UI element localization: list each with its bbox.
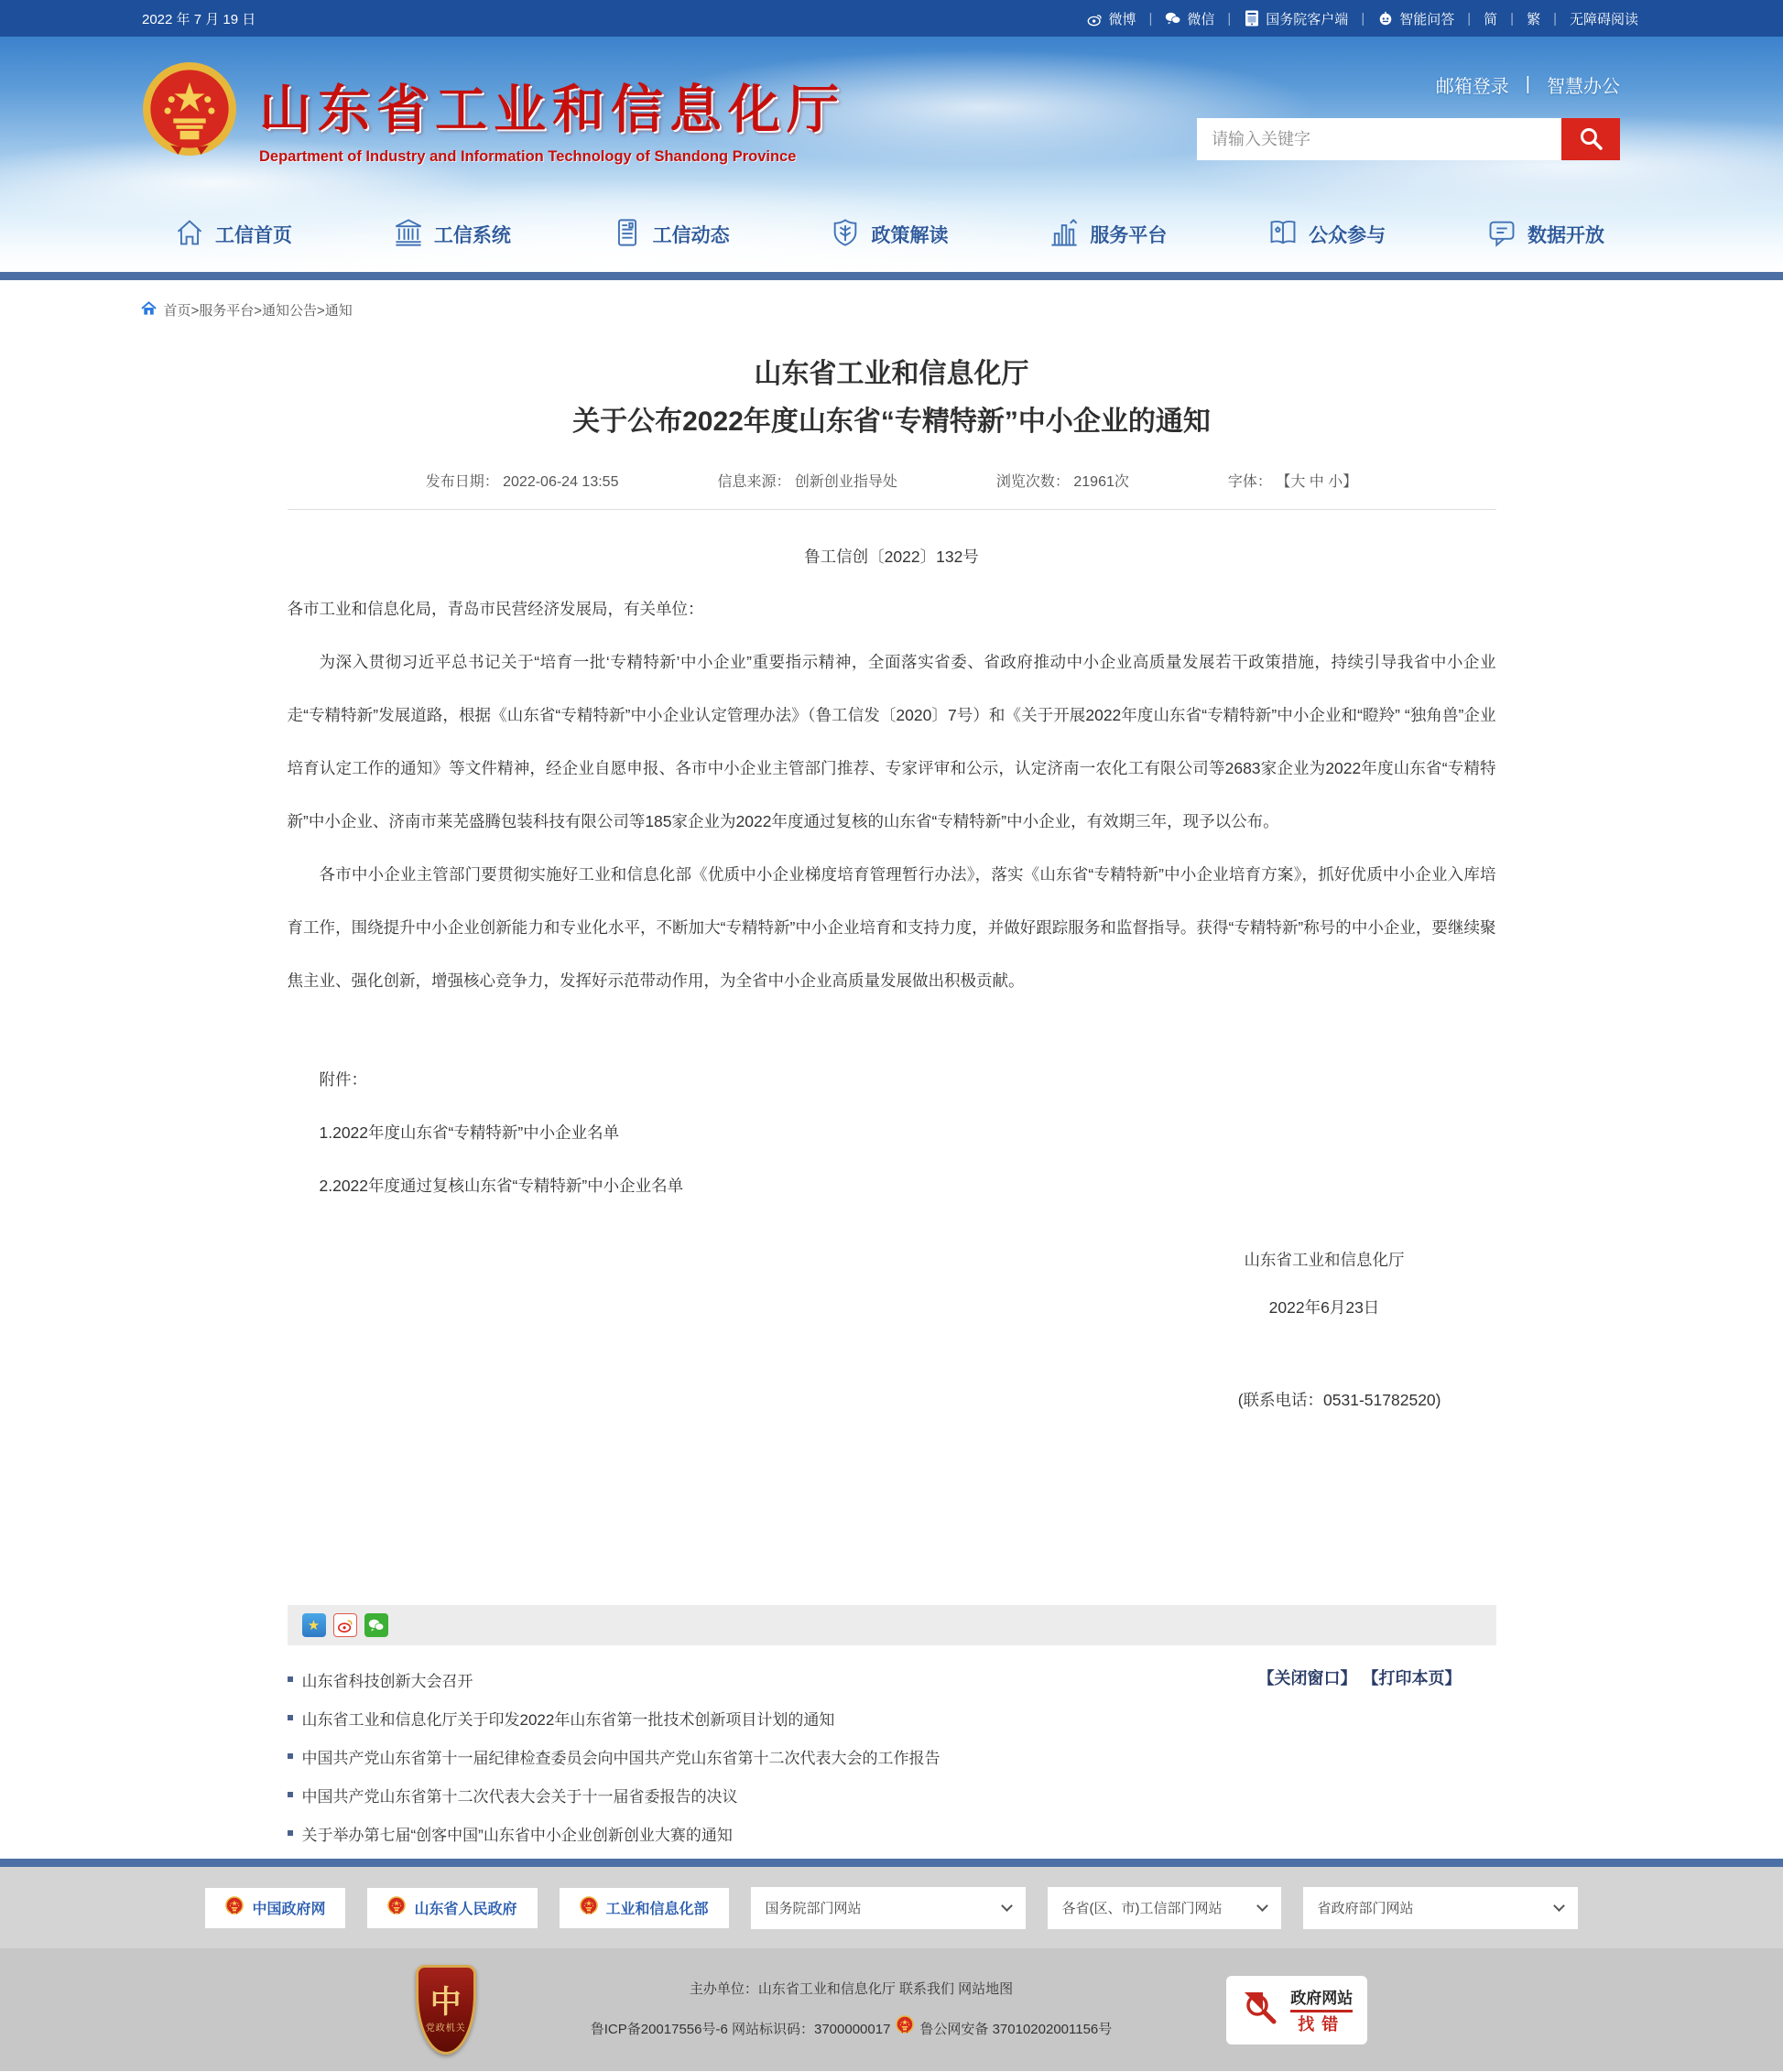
- smart-qa-link[interactable]: 智能问答: [1377, 9, 1454, 28]
- breadcrumb[interactable]: 首页>服务平台>通知公告>通知: [141, 280, 1643, 320]
- contact-phone: (联系电话：0531-51782520): [1237, 1391, 1441, 1409]
- article-body: [288, 582, 1496, 1007]
- print-page-button[interactable]: 【打印本页】: [1362, 1669, 1462, 1687]
- info-source: 信息来源： 创新创业指导处: [717, 474, 897, 490]
- nav-item-open-data[interactable]: 数据开放: [1486, 217, 1604, 253]
- bullet-icon: [288, 1830, 293, 1836]
- mail-login-link[interactable]: 邮箱登录: [1435, 77, 1509, 97]
- signature-org: 山东省工业和信息化厅: [1244, 1251, 1405, 1269]
- footer-info-row: [0, 1948, 1783, 2071]
- nav-item-participation[interactable]: 公众参与: [1267, 217, 1386, 253]
- attachment-link-2[interactable]: 2.2022年度通过复核山东省“专精特新”中小企业名单: [319, 1177, 684, 1195]
- footer-divider-bar: [0, 1859, 1783, 1867]
- host-unit-line[interactable]: 主办单位：山东省工业和信息化厅 联系我们 网站地图: [689, 1981, 1014, 1997]
- search-input[interactable]: [1197, 118, 1561, 160]
- paragraph-1: 为深入贯彻习近平总书记关于“培育一批‘专精特新’中小企业”重要指示精神，全面落实省委、省政府推动中小企业高质量发展若干政策措施，持续引导我省中小企业走“专精特新”发展道路，根据《山东省“专精特新”中小企业认定管理办法》（鲁工信发〔2020〕7号）和《关于开展2022年度山东省“专精特新”中小企业和“瞪羚” “独角兽”企业培育认定工作的通知》等文件精神，经企业自愿申报、各市中小企业主管部门推荐、专家评审和公示，认定济南一农化工有限公司等2683家企业为2022年度山东省“专精特新”中小企业、济南市莱芜盛腾包装科技有限公司等185家企业为2022年度通过复核的山东省“专精特新”中小企业，有效期三年，现予以公布。: [287, 653, 1496, 830]
- view-count: 浏览次数： 21961次: [995, 474, 1129, 490]
- related-link-2[interactable]: 山东省工业和信息化厅关于印发2022年山东省第一批技术创新项目计划的通知: [288, 1698, 1496, 1737]
- breadcrumb-home-icon: [141, 301, 157, 320]
- chat-bubble-icon: [1486, 217, 1517, 253]
- gov-client-link[interactable]: 国务院客户端: [1244, 9, 1348, 28]
- top-utility-bar: 2022 年 7 月 19 日 微博 | 微信 | 国务院客户端 | 智能问答 | 简 | 繁 | 无障碍阅读: [0, 0, 1783, 37]
- site-title: 山东省工业和信息化厅: [259, 79, 845, 140]
- share-bar: [288, 1605, 1496, 1645]
- traditional-chinese-toggle[interactable]: 繁: [1527, 11, 1541, 27]
- search-icon: [1579, 126, 1603, 153]
- shield-leaf-icon: [830, 217, 861, 253]
- attachment-link-1[interactable]: 1.2022年度山东省“专精特新”中小企业名单: [319, 1123, 620, 1142]
- weibo-link[interactable]: 微博: [1086, 9, 1136, 28]
- bullet-icon: [288, 1792, 293, 1797]
- nav-item-policy[interactable]: 政策解读: [830, 217, 948, 253]
- footer-links-row: [0, 1867, 1783, 1948]
- qa-robot-icon: [1377, 10, 1394, 27]
- document-number: 鲁工信创〔2022〕132号: [804, 548, 979, 566]
- footer-site-china-gov[interactable]: 中国政府网: [205, 1888, 345, 1928]
- smart-office-link[interactable]: 智慧办公: [1547, 77, 1620, 97]
- party-gov-badge: 中 党政机关: [416, 1965, 476, 2055]
- bullet-icon: [288, 1753, 293, 1759]
- related-links-section: [288, 1660, 1496, 1852]
- book-star-icon: [1267, 217, 1299, 253]
- icp-number: 鲁ICP备20017556号-6 网站标识码：3700000017: [590, 2022, 891, 2037]
- nav-item-home[interactable]: 工信首页: [174, 217, 292, 253]
- search-button[interactable]: [1561, 118, 1620, 160]
- gov-client-icon: [1244, 10, 1260, 27]
- signature-date: 2022年6月23日: [1268, 1298, 1380, 1317]
- wechat-icon: [1165, 10, 1181, 27]
- red-magnifier-icon: [1241, 1989, 1279, 2032]
- footer-site-shandong-gov[interactable]: 山东省人民政府: [367, 1888, 537, 1928]
- dropdown-provincial-dept-sites[interactable]: 省政府部门网站: [1303, 1887, 1578, 1929]
- dropdown-provincial-miit-sites[interactable]: 各省(区、市)工信部门网站: [1048, 1887, 1281, 1929]
- simplified-chinese-toggle[interactable]: 简: [1484, 11, 1498, 27]
- chevron-down-icon: [1553, 1900, 1565, 1912]
- related-link-4[interactable]: 中国共产党山东省第十二次代表大会关于十一届省委报告的决议: [288, 1775, 1496, 1814]
- signature-block: [1245, 1236, 1405, 1331]
- dropdown-state-council-sites[interactable]: 国务院部门网站: [751, 1887, 1026, 1929]
- article-meta: [288, 470, 1496, 491]
- current-date: 2022 年 7 月 19 日: [142, 11, 256, 27]
- meta-divider: [288, 509, 1496, 510]
- police-badge-icon: [896, 2010, 914, 2050]
- chevron-down-icon: [1001, 1900, 1013, 1912]
- national-emblem-logo: [142, 61, 237, 179]
- wechat-link[interactable]: 微信: [1165, 9, 1214, 28]
- wechat-share-icon[interactable]: [364, 1613, 388, 1637]
- close-window-button[interactable]: 【关闭窗口】: [1257, 1669, 1357, 1687]
- font-size-small[interactable]: 小: [1328, 474, 1343, 490]
- related-link-3[interactable]: 中国共产党山东省第十一届纪律检查委员会向中国共产党山东省第十二次代表大会的工作报告: [288, 1737, 1496, 1775]
- security-number: 鲁公网安备 37010202001156号: [919, 2022, 1113, 2037]
- site-header: 山东省工业和信息化厅 Department of Industry and Information Technology of Shandong Province 邮箱登录 | 智慧办公 请输入关键字 工信首页 工信系统 工信动态 政策解读 服务平台 公众参与 数据开放: [0, 37, 1783, 272]
- mini-emblem-icon: [387, 1896, 406, 1919]
- home-icon: [174, 217, 205, 253]
- font-size-control: 字体： 【大 中 小】: [1227, 474, 1358, 490]
- bullet-icon: [288, 1715, 293, 1720]
- weibo-share-icon[interactable]: [333, 1613, 357, 1637]
- salutation: 各市工业和信息化局，青岛市民营经济发展局，有关单位：: [287, 600, 704, 618]
- attachments-label: 附件：: [319, 1070, 367, 1089]
- service-chart-icon: [1049, 217, 1080, 253]
- font-size-medium[interactable]: 中: [1309, 474, 1324, 490]
- mini-emblem-icon: [225, 1896, 244, 1919]
- article-title: 山东省工业和信息化厅 关于公布2022年度山东省“专精特新”中小企业的通知: [572, 359, 1211, 437]
- nav-item-service[interactable]: 服务平台: [1049, 217, 1167, 253]
- footer-site-miit[interactable]: 工业和信息化部: [560, 1888, 729, 1928]
- nav-item-news[interactable]: 工信动态: [612, 217, 730, 253]
- font-size-large[interactable]: 大: [1290, 474, 1306, 490]
- related-link-5[interactable]: 关于举办第七届“创客中国”山东省中小企业创新创业大赛的通知: [288, 1814, 1496, 1852]
- site-brand[interactable]: [259, 68, 845, 166]
- site-error-report-logo[interactable]: 政府网站 找错: [1226, 1976, 1367, 2045]
- site-subtitle: Department of Industry and Information Technology of Shandong Province: [259, 148, 797, 165]
- qzone-share-icon[interactable]: ★: [302, 1613, 326, 1637]
- header-divider-bar: [0, 272, 1783, 280]
- news-doc-icon: [612, 217, 643, 253]
- bank-building-icon: [393, 217, 424, 253]
- paragraph-2: 各市中小企业主管部门要贯彻实施好工业和信息化部《优质中小企业梯度培育管理暂行办法》，落实《山东省“专精特新”中小企业培育方案》，抓好优质中小企业入库培育工作，围绕提升中小企业创新能力和专业化水平，不断加大“专精特新”中小企业培育和支持力度，并做好跟踪服务和监督指导。获得“专精特新”称号的中小企业，要继续聚焦主业、强化创新，增强核心竞争力，发挥好示范带动作用，为全省中小企业高质量发展做出积极贡献。: [287, 865, 1496, 990]
- weibo-icon: [1086, 10, 1103, 27]
- chevron-down-icon: [1256, 1900, 1268, 1912]
- publish-date: 发布日期： 2022-06-24 13:55: [425, 474, 619, 490]
- related-link-1[interactable]: 山东省科技创新大会召开: [288, 1660, 1496, 1698]
- nav-item-system[interactable]: 工信系统: [393, 217, 511, 253]
- main-nav: [0, 197, 1783, 272]
- mini-emblem-icon: [580, 1896, 598, 1919]
- bullet-icon: [288, 1676, 293, 1682]
- accessibility-link[interactable]: 无障碍阅读: [1569, 11, 1638, 27]
- attachments: [288, 1053, 1496, 1212]
